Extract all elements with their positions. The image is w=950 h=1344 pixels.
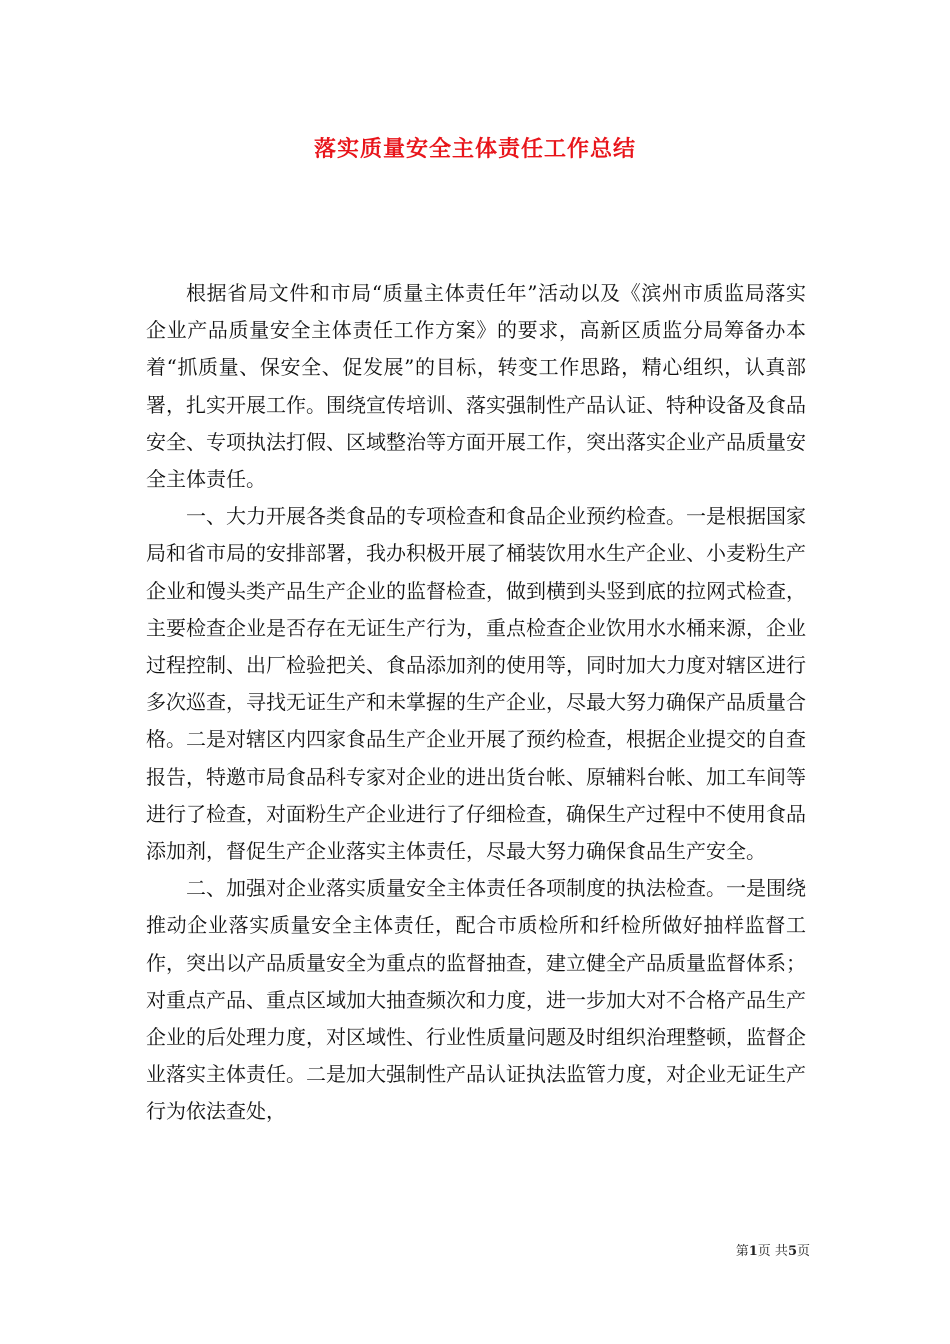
page-number-footer bbox=[700, 1240, 810, 1259]
footer-prefix: 第 bbox=[735, 1244, 749, 1259]
current-page-number: 1 bbox=[748, 1244, 758, 1259]
footer-middle: 页 共 bbox=[757, 1244, 788, 1259]
footer-suffix: 页 bbox=[796, 1244, 810, 1259]
document-title: 落实质量安全主体责任工作总结 bbox=[313, 136, 636, 162]
document-body bbox=[146, 275, 806, 1131]
paragraph-section-1: 一、大力开展各类食品的专项检查和食品企业预约检查。一是根据国家局和省市局的安排部署，我办积极开展了桶装饮用水生产企业、小麦粉生产企业和馒头类产品生产企业的监督检查，做到横到头竖到底的拉网式检查，主要检查企业是否存在无证生产行为，重点检查企业饮用水水桶来源，企业过程控制、出厂检验把关、食品添加剂的使用等，同时加大力度对辖区进行多次巡查，寻找无证生产和未掌握的生产企业，尽最大努力确保产品质量合格。二是对辖区内四家食品生产企业开展了预约检查，根据企业提交的自查报告，特邀市局食品科专家对企业的进出货台帐、原辅料台帐、加工车间等进行了检查，对面粉生产企业进行了仔细检查，确保生产过程中不使用食品添加剂，督促生产企业落实主体责任，尽最大努力确保食品生产安全。 bbox=[146, 504, 806, 864]
paragraph-section-2: 二、加强对企业落实质量安全主体责任各项制度的执法检查。一是围绕推动企业落实质量安全主体责任，配合市质检所和纤检所做好抽样监督工作，突出以产品质量安全为重点的监督抽查，建立健全产品质量监督体系；对重点产品、重点区域加大抽查频次和力度，进一步加大对不合格产品生产企业的后处理力度，对区域性、行业性质量问题及时组织治理整顿，监督企业落实主体责任。二是加大强制性产品认证执法监管力度，对企业无证生产行为依法查处， bbox=[146, 876, 806, 1124]
paragraph-intro: 根据省局文件和市局“质量主体责任年”活动以及《滨州市质监局落实企业产品质量安全主体责任工作方案》的要求，高新区质监分局筹备办本着“抓质量、保安全、促发展”的目标，转变工作思路，精心组织，认真部署，扎实开展工作。围绕宣传培训、落实强制性产品认证、特种设备及食品安全、专项执法打假、区域整治等方面开展工作，突出落实企业产品质量安全主体责任。 bbox=[146, 281, 806, 492]
total-pages-number: 5 bbox=[787, 1244, 797, 1259]
